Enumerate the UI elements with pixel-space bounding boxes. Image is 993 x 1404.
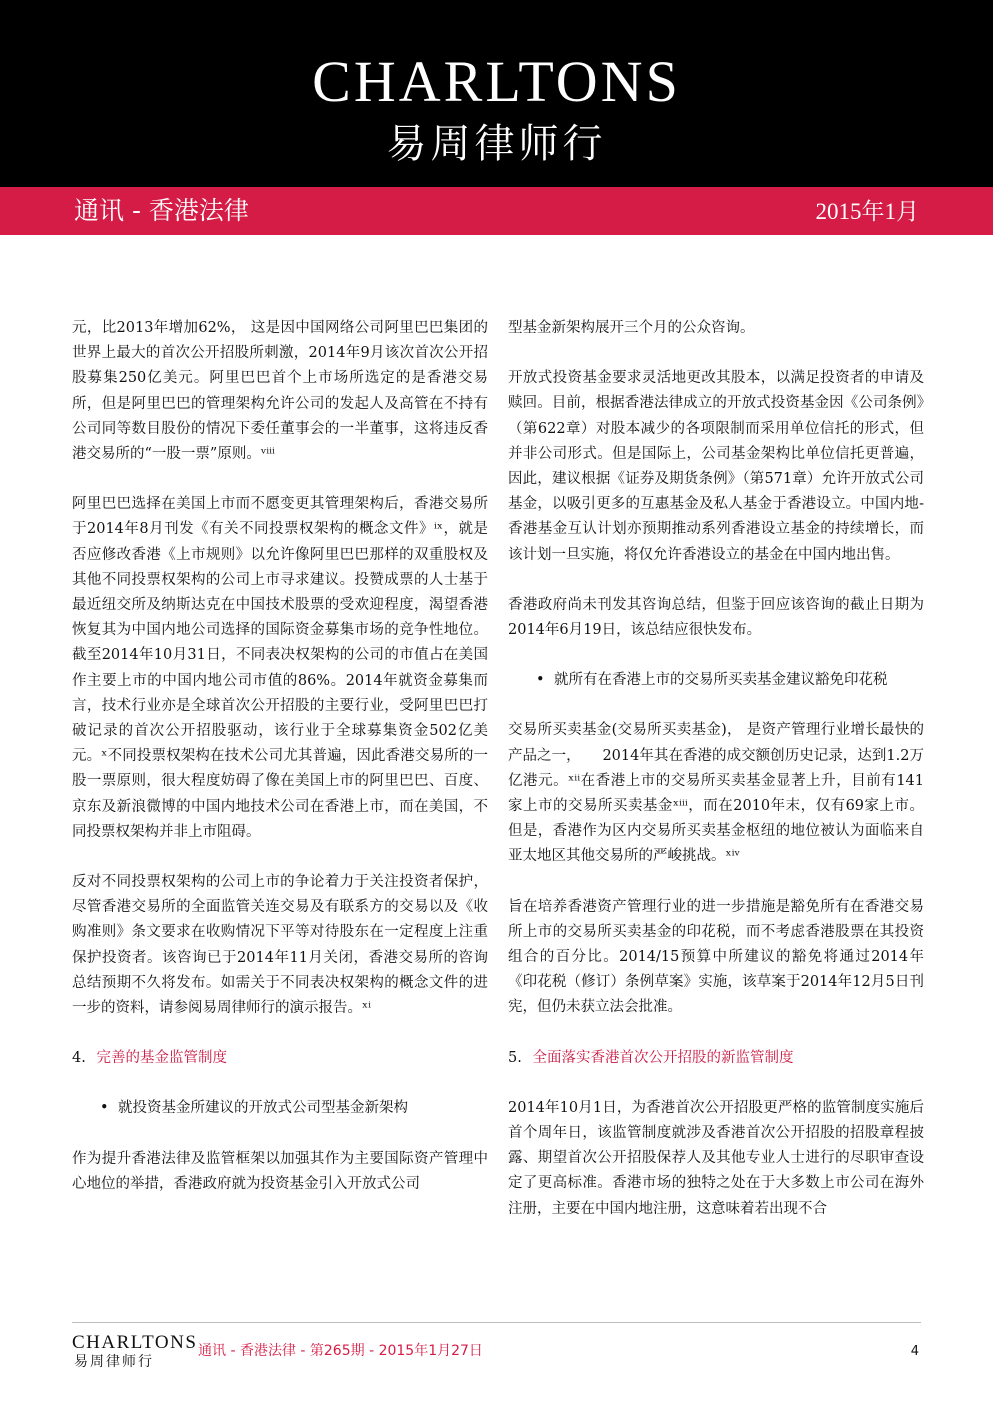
footer-logo-en: CHARLTONS (72, 1332, 198, 1353)
bullet-icon: • (536, 672, 545, 689)
masthead (0, 0, 993, 187)
paragraph: 2014年10月1日，为香港首次公开招股更严格的监管制度实施后首个周年日，该监管制度就涉及香港首次公开招股的招股章程披露、期望首次公开招股保荐人及其他专业人士进行的尽职审查设定了更高标准。香港市场的独特之处在于大多数上市公司在海外注册，主要在中国内地注册，这意味着若出现不合 (508, 1099, 924, 1217)
section-title: 全面落实香港首次公开招股的新监管制度 (532, 1049, 794, 1066)
brand-logo-en: CHARLTONS (312, 49, 681, 114)
footer-logo-cn: 易周律师行 (74, 1354, 154, 1370)
paragraph: 阿里巴巴选择在美国上市而不愿变更其管理架构后，香港交易所于2014年8月刊发《有关不同投票权架构的概念文件》ⁱˣ，就是否应修改香港《上市规则》以允许像阿里巴巴那样的双重股权及其他不同投票权架构的公司上市寻求建议。投赞成票的人士基于最近纽交所及纳斯达克在中国技术股票的受欢迎程度，渴望香港恢复其为中国内地公司选择的国际资金募集市场的竞争性地位。截至2014年10月31日，不同表决权架构的公司的市值占在美国作主要上市的中国内地公司市值的86%。2014年就资金募集而言，技术行业亦是全球首次公开招股的主要行业，受阿里巴巴打破记录的首次公开招股驱动，该行业于全球募集资金502亿美元。ˣ不同投票权架构在技术公司尤其普遍，因此香港交易所的一股一票原则，很大程度妨碍了像在美国上市的阿里巴巴、百度、京东及新浪微博的中国内地技术公司在香港上市，而在美国，不同投票权架构并非上市阻碍。 (72, 496, 488, 840)
section-number: 5. (508, 1049, 522, 1066)
footer-issue-text: 通讯 - 香港法律 - 第265期 - 2015年1月27日 (198, 1343, 483, 1359)
paragraph: 交易所买卖基金(交易所买卖基金)， 是资产管理行业增长最快的产品之一， 2014年其在香港的成交额创历史记录，达到1.2万亿港元。ˣⁱⁱ在香港上市的交易所买卖基金显著上升，目前有141家上市的交易所买卖基金ˣⁱⁱⁱ，而在2010年末，仅有69家上市。但是，香港作为区内交易所买卖基金枢纽的地位被认为面临来自亚太地区其他交易所的严峻挑战。ˣⁱᵛ (508, 722, 924, 865)
page-number: 4 (910, 1344, 919, 1359)
bullet-icon: • (100, 1100, 109, 1117)
bullet-text: 就所有在香港上市的交易所买卖基金建议豁免印花税 (554, 672, 888, 689)
paragraph: 反对不同投票权架构的公司上市的争论着力于关注投资者保护，尽管香港交易所的全面监管关连交易及有联系方的交易以及《收购准则》条文要求在收购情况下平等对待股东在一定程度上注重保护投资者。该咨询已于2014年11月关闭，香港交易所的咨询总结预期不久将发布。如需关于不同表决权架构的概念文件的进一步的资料，请参阅易周律师行的演示报告。ˣⁱ (72, 874, 488, 1017)
paragraph: 作为提升香港法律及监管框架以加强其作为主要国际资产管理中心地位的举措，香港政府就为投资基金引入开放式公司 (72, 1150, 488, 1192)
paragraph: 型基金新架构展开三个月的公众咨询。 (508, 320, 755, 336)
section-heading-5 (508, 1046, 924, 1071)
left-column (72, 316, 488, 1222)
section-title: 完善的基金监管制度 (96, 1050, 227, 1067)
newsletter-title: 通讯 - 香港法律 (74, 196, 249, 225)
paragraph: 旨在培养香港资产管理行业的进一步措施是豁免所有在香港交易所上市的交易所买卖基金的印花税，而不考虑香港股票在其投资组合的百分比。2014/15预算中所建议的豁免将通过2014年《印花税（修订）条例草案》实施，该草案于2014年12月5日刊宪，但仍未获立法会批准。 (508, 898, 924, 1016)
section-heading-4 (72, 1046, 488, 1071)
paragraph: 开放式投资基金要求灵活地更改其股本，以满足投资者的申请及赎回。目前，根据香港法律成立的开放式投资基金因《公司条例》（第622章）对股本减少的各项限制而采用单位信托的形式，但并非公司形式。但是国际上，公司基金架构比单位信托更普遍，因此，建议根据《证券及期货条例》（第571章）允许开放式公司基金，以吸引更多的互惠基金及私人基金于香港设立。中国内地-香港基金互认计划亦预期推动系列香港设立基金的持续增长，而该计划一旦实施，将仅允许香港设立的基金在中国内地出售。 (508, 370, 924, 563)
brand-logo-cn: 易周律师行 (386, 121, 607, 167)
section-band (0, 187, 993, 235)
paragraph: 元，比2013年增加62%， 这是因中国网络公司阿里巴巴集团的世界上最大的首次公开招股所刺激，2014年9月该次首次公开招股募集250亿美元。阿里巴巴首个上市场所选定的是香港交易所，但是阿里巴巴的管理架构允许公司的发起人及高管在不持有公司同等数目股份的情况下委任董事会的一半董事，这将违反香港交易所的“一股一票”原则。ᵛⁱⁱⁱ (72, 320, 488, 463)
footer-divider (72, 1322, 921, 1323)
bullet-text: 就投资基金所建议的开放式公司型基金新架构 (118, 1100, 408, 1117)
bullet-item (508, 668, 924, 693)
right-column (508, 316, 924, 1247)
newsletter-date: 2015年1月 (815, 199, 919, 224)
section-number: 4. (72, 1050, 86, 1067)
bullet-item (72, 1096, 488, 1121)
paragraph: 香港政府尚未刊发其咨询总结，但鉴于回应该咨询的截止日期为2014年6月19日，该总结应很快发布。 (508, 596, 924, 639)
